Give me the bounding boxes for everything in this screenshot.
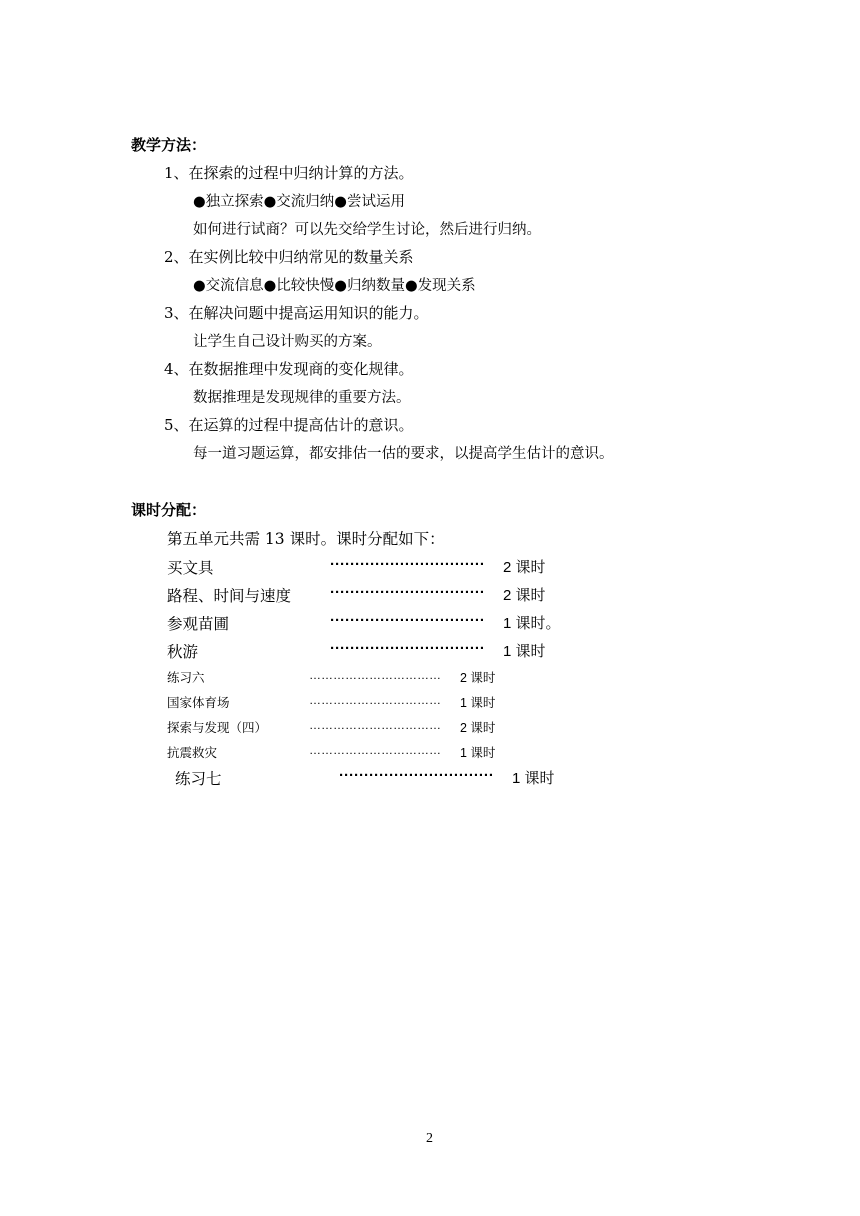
schedule-row-dots: …………………………… [309,718,441,732]
schedule-row-hours: 1 课时 [503,643,546,660]
method-item-5: 5、在运算的过程中提高估计的意识。 [164,416,414,434]
method-item-4: 4、在数据推理中发现商的变化规律。 [164,360,414,378]
schedule-row-lesson: 参观苗圃 [167,615,230,633]
method-1-line-2: 如何进行试商？可以先交给学生讨论，然后进行归纳。 [193,222,541,238]
schedule-row-lesson: 练习七 [175,770,222,788]
section-heading-methods: 教学方法： [131,136,207,154]
method-2-line-1: ●交流信息●比较快慢●归纳数量●发现关系 [193,278,476,294]
schedule-row-hours: 1 课时。 [503,615,561,632]
page-number: 2 [426,1131,433,1146]
schedule-row-dots: …………………………… [309,693,441,707]
method-4-line-1: 数据推理是发现规律的重要方法。 [193,390,411,406]
method-3-line-1: 让学生自己设计购买的方案。 [193,334,382,350]
schedule-row-dots: ······························· [339,767,494,784]
schedule-row-lesson: 秋游 [167,643,199,661]
schedule-row-hours: 2 课时 [503,587,546,604]
schedule-row-dots: ······························· [330,556,485,573]
schedule-row-dots: ······························· [330,612,485,629]
schedule-row-dots: ······························· [330,584,485,601]
schedule-row-lesson: 国家体育场 [167,695,230,710]
schedule-row-hours: 1 课时 [460,746,496,760]
schedule-row-hours: 2 课时 [460,671,496,685]
schedule-row-lesson: 探索与发现（四） [167,720,268,735]
method-item-2: 2、在实例比较中归纳常见的数量关系 [164,248,414,266]
schedule-row-hours: 1 课时 [460,696,496,710]
schedule-row-hours: 1 课时 [512,770,555,787]
method-1-line-1: ●独立探索●交流归纳●尝试运用 [193,194,405,210]
schedule-row-lesson: 练习六 [167,670,205,685]
method-item-1: 1、在探索的过程中归纳计算的方法。 [164,164,414,182]
schedule-row-lesson: 路程、时间与速度 [167,587,292,605]
schedule-row-dots: …………………………… [309,668,441,682]
schedule-row-dots: …………………………… [309,743,441,757]
schedule-row-hours: 2 课时 [503,559,546,576]
schedule-row-dots: ······························· [330,640,485,657]
schedule-row-hours: 2 课时 [460,721,496,735]
method-5-line-1: 每一道习题运算，都安排估一估的要求，以提高学生估计的意识。 [193,446,614,462]
schedule-row-lesson: 抗震救灾 [167,745,218,760]
schedule-row-lesson: 买文具 [167,559,214,577]
method-item-3: 3、在解决问题中提高运用知识的能力。 [164,304,429,322]
schedule-intro: 第五单元共需 13 课时。课时分配如下： [167,530,445,548]
section-heading-schedule: 课时分配： [131,501,207,519]
